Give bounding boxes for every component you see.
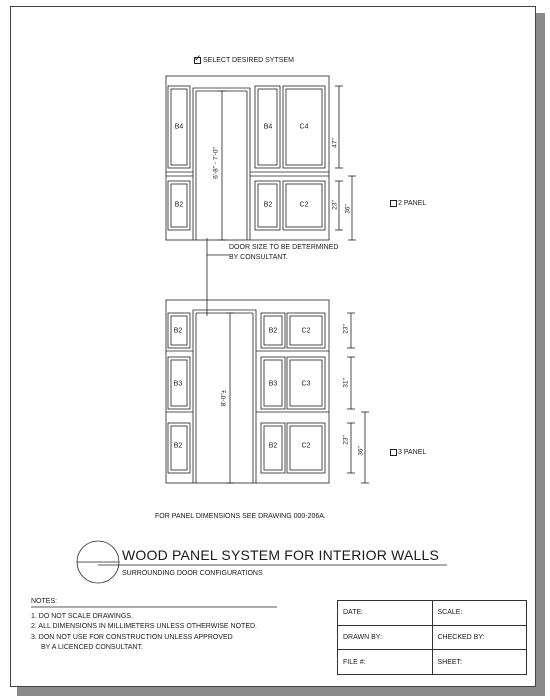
select-system-label: SELECT DESIRED SYTSEM <box>203 57 294 64</box>
three-panel-checkbox[interactable] <box>390 449 397 456</box>
scale-field: SCALE: <box>432 601 527 626</box>
dimension-text: 23" <box>342 324 350 334</box>
dimension-text: 36" <box>344 204 352 214</box>
dimension-text: 36" <box>357 446 365 456</box>
notes-heading: NOTES: <box>31 598 58 605</box>
title-block-table <box>337 600 527 675</box>
panel-label: B2 <box>263 201 273 209</box>
panel-label: C4 <box>299 123 309 131</box>
note-item: 2. ALL DIMENSIONS IN MILLIMETERS UNLESS OTHERWISE NOTED. <box>31 623 257 631</box>
file-number-field: FILE #: <box>338 650 433 675</box>
door-note-line1: DOOR SIZE TO BE DETERMINED <box>229 244 339 251</box>
note-item: 1. DO NOT SCALE DRAWINGS. <box>31 613 133 620</box>
door-note-line2: BY CONSULTANT. <box>229 254 288 261</box>
note-item: BY A LICENCED CONSULTANT. <box>41 643 143 651</box>
panel-label: C2 <box>301 327 311 335</box>
checked-by-field: CHECKED BY: <box>432 625 527 650</box>
lower-elevation <box>166 300 369 483</box>
note-item: 3. DON NOT USE FOR CONSTRUCTION UNLESS APPROVED <box>31 633 233 641</box>
dimension-text: 23" <box>331 200 339 210</box>
door-height-dimension: 8'-0"± <box>220 389 228 407</box>
check-mark-icon: ✓ <box>194 53 202 63</box>
drawing-subtitle: SURROUNDING DOOR CONFIGURATIONS <box>122 570 263 577</box>
notes-list <box>31 612 257 653</box>
panel-label: C2 <box>299 201 309 209</box>
panel-label: C2 <box>301 442 311 450</box>
upper-elevation <box>166 76 356 240</box>
two-panel-checkbox[interactable] <box>390 200 397 207</box>
panel-label: B4 <box>174 123 184 131</box>
panel-label: B2 <box>173 442 183 450</box>
dimension-text: 23" <box>342 435 350 445</box>
panel-label: B3 <box>173 380 183 388</box>
drawn-by-field: DRAWN BY: <box>338 625 433 650</box>
two-panel-label: 2 PANEL <box>398 200 427 207</box>
sheet-field: SHEET: <box>432 650 527 675</box>
date-field: DATE: <box>338 601 433 626</box>
panel-label: B2 <box>174 201 184 209</box>
dimension-text: 31" <box>342 378 350 388</box>
panel-label: C3 <box>301 380 311 388</box>
panel-label: B4 <box>263 123 273 131</box>
panel-label: B2 <box>173 327 183 335</box>
three-panel-label: 3 PANEL <box>398 449 427 456</box>
panel-label: B2 <box>268 442 278 450</box>
drawing-title: WOOD PANEL SYSTEM FOR INTERIOR WALLS <box>122 547 440 563</box>
dimension-text: 47" <box>331 138 339 148</box>
panel-label: B3 <box>268 380 278 388</box>
panel-label: B2 <box>268 327 278 335</box>
door-height-dimension: 6'-8" - 7'-0" <box>212 147 220 179</box>
reference-note: FOR PANEL DIMENSIONS SEE DRAWING 000-206A. <box>155 513 326 520</box>
